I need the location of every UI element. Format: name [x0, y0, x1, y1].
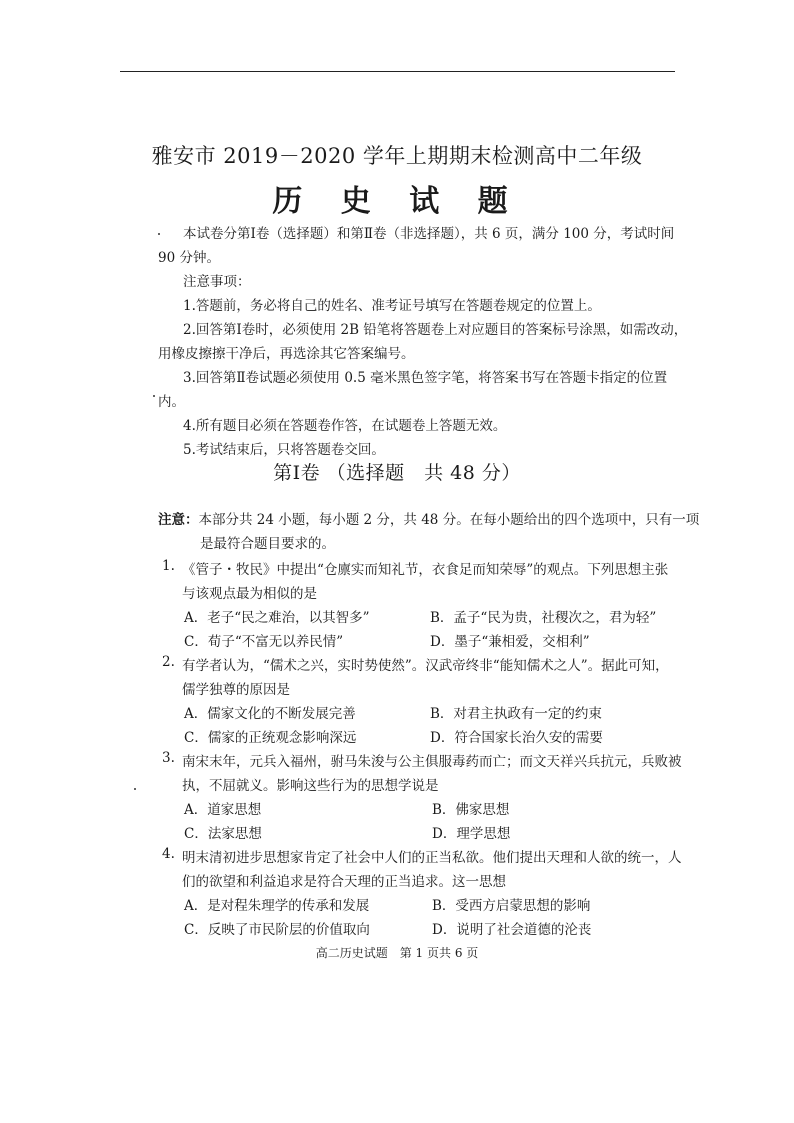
question-1-stem-1: 《管子・牧民》中提出“仓廪实而知礼节，衣食足而知荣辱”的观点。下列思想主张	[182, 562, 669, 578]
section-1-note	[158, 508, 699, 528]
exam-title: 雅安市 2019－2020 学年上期期末检测高中二年级	[151, 144, 643, 168]
question-3-option-a: A．道家思想	[184, 802, 262, 818]
question-1-option-b: B．孟子“民为贵，社稷次之，君为轻”	[430, 610, 657, 626]
scan-speck	[134, 788, 136, 790]
intro-line-2: 90 分钟。	[158, 250, 220, 266]
question-1-option-c: C．荀子“不富无以养民情”	[184, 634, 344, 650]
scan-speck	[153, 395, 155, 397]
scan-speck	[158, 233, 160, 235]
notice-item-2-cont: 用橡皮擦擦干净后，再选涂其它答案编号。	[158, 346, 415, 362]
question-4-option-a: A．是对程朱理学的传承和发展	[184, 898, 370, 914]
page-footer: 高二历史试题 第 1 页共 6 页	[315, 946, 479, 960]
notice-item-4: 4.所有题目必须在答题卷作答，在试题卷上答题无效。	[183, 418, 507, 434]
question-3-option-c: C．法家思想	[184, 826, 262, 842]
question-1-option-d: D．墨子“兼相爱，交相利”	[430, 634, 590, 650]
question-1-number: 1.	[162, 558, 175, 574]
question-3-option-b: B．佛家思想	[432, 802, 510, 818]
notice-item-5: 5.考试结束后，只将答题卷交回。	[183, 442, 385, 458]
question-2-option-d: D．符合国家长治久安的需要	[430, 730, 603, 746]
top-rule	[120, 71, 675, 72]
question-4-option-b: B．受西方启蒙思想的影响	[432, 898, 591, 914]
notice-item-3: 3.回答第Ⅱ卷试题必须使用 0.5 毫米黑色签字笔，将答案书写在答题卡指定的位置	[183, 370, 668, 386]
question-4-number: 4.	[162, 846, 175, 862]
question-1-option-a: A．老子“民之难治，以其智多”	[184, 610, 370, 626]
notice-item-3-cont: 内。	[158, 394, 185, 410]
question-4-option-c: C．反映了市民阶层的价值取向	[184, 922, 370, 938]
question-3-option-d: D．理学思想	[432, 826, 511, 842]
section-1-note-line-2: 是最符合题目要求的。	[200, 536, 335, 552]
question-2-option-b: B．对君主执政有一定的约束	[430, 706, 602, 722]
question-4-option-d: D．说明了社会道德的沦丧	[432, 922, 592, 938]
question-2-option-c: C．儒家的正统观念影响深远	[184, 730, 357, 746]
subject-title: 历 史 试 题	[272, 184, 522, 219]
notice-item-1: 1.答题前，务必将自己的姓名、准考证号填写在答题卷规定的位置上。	[183, 298, 601, 314]
question-2-stem-2: 儒学独尊的原因是	[182, 682, 290, 698]
question-2-number: 2.	[162, 654, 175, 670]
question-4-stem-1: 明末清初进步思想家肯定了社会中人们的正当私欲。他们提出天理和人欲的统一，人	[182, 850, 682, 866]
section-1-note-line-1: 本部分共 24 小题，每小题 2 分，共 48 分。在每小题给出的四个选项中，只有一项	[198, 512, 700, 528]
question-1-stem-2: 与该观点最为相似的是	[182, 586, 317, 602]
question-3-stem-1: 南宋末年，元兵入福州，驸马朱浚与公主俱服毒药而亡；而文天祥兴兵抗元，兵败被	[182, 754, 682, 770]
question-3-number: 3.	[162, 750, 175, 766]
notice-item-2: 2.回答第Ⅰ卷时，必须使用 2B 铅笔将答题卷上对应题目的答案标号涂黑，如需改动，	[183, 322, 688, 338]
question-4-stem-2: 们的欲望和利益追求是符合天理的正当追求。这一思想	[182, 874, 506, 890]
question-2-option-a: A．儒家文化的不断发展完善	[184, 706, 356, 722]
question-3-stem-2: 执，不屈就义。影响这些行为的思想学说是	[182, 778, 439, 794]
notice-heading: 注意事项：	[183, 274, 251, 290]
section-1-note-label: 注意：	[158, 512, 199, 528]
section-1-title: 第Ⅰ卷 （选择题 共 48 分）	[273, 462, 521, 484]
question-2-stem-1: 有学者认为，“儒术之兴，实时势使然”。汉武帝终非“能知儒术之人”。据此可知，	[182, 658, 669, 674]
intro-line-1: 本试卷分第Ⅰ卷（选择题）和第Ⅱ卷（非选择题），共 6 页，满分 100 分，考试时间	[183, 226, 675, 242]
